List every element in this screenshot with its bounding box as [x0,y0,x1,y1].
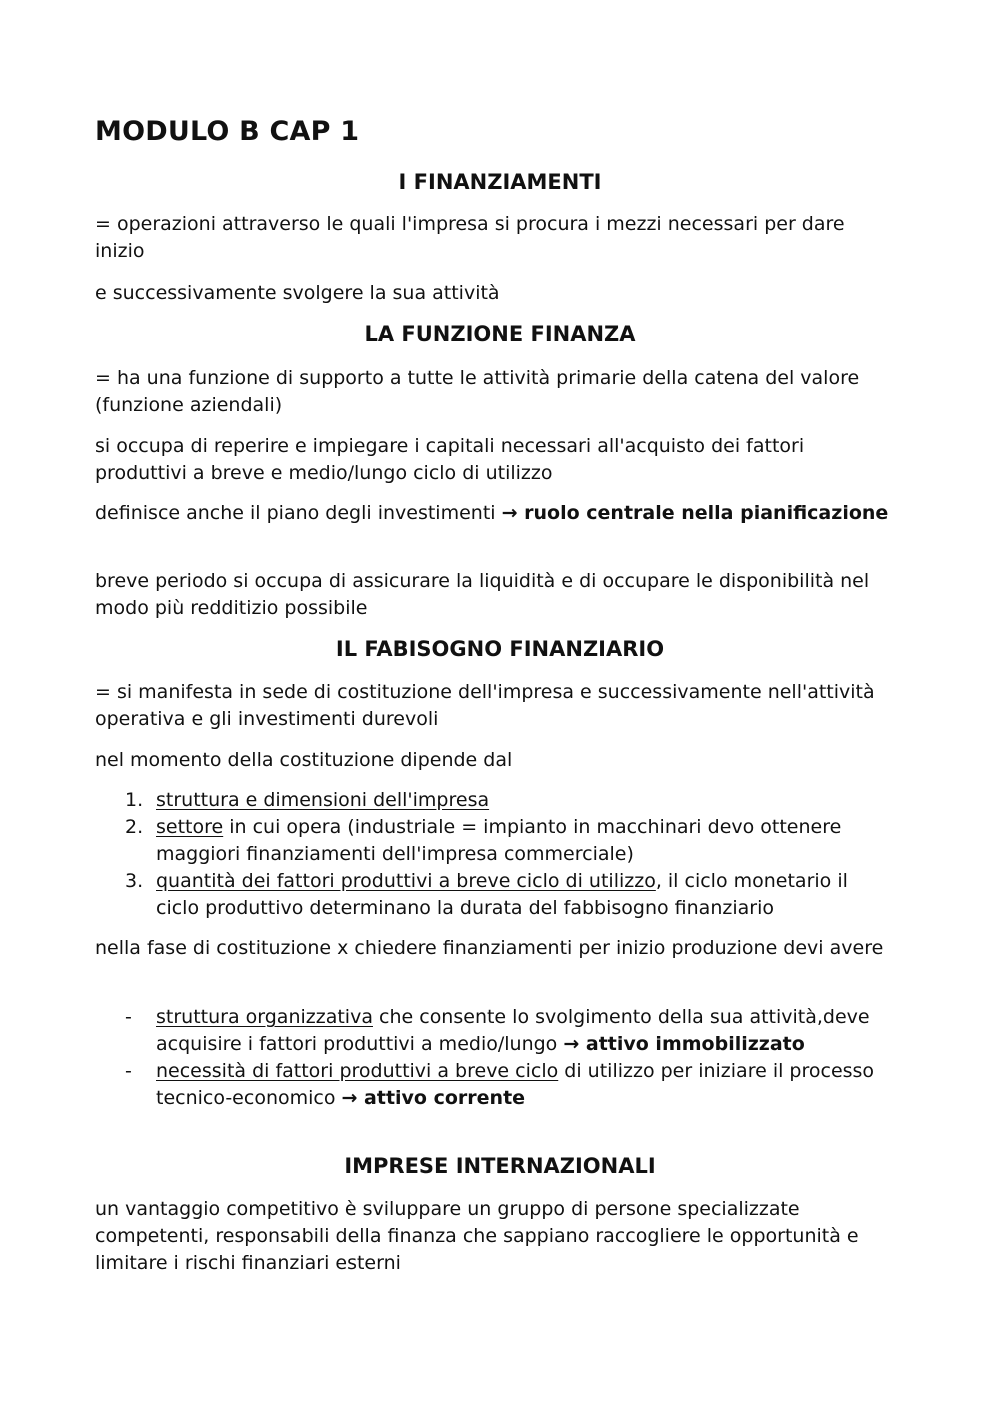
list-item-text: di utilizzo per iniziare il processo tecnico-economico [156,1060,875,1109]
paragraph-fabbisogno-fase-costituzione: nella fase di costituzione x chiedere finanziamenti per inizio produzione devi avere [95,937,884,959]
underlined-text: settore [156,816,224,838]
numbered-list [95,787,895,922]
list-item [95,814,895,868]
bullet-marker: - [125,1006,132,1028]
list-marker: 2. [125,816,144,838]
list-item-text: , il ciclo monetario il ciclo produttivo determinano la durata del fabbisogno finanziario [156,870,848,919]
bold-text: attivo immobilizzato [579,1033,805,1055]
bold-text: attivo corrente [357,1087,526,1109]
underlined-text: quantità dei fattori produttivi a breve ciclo di utilizzo [156,870,656,892]
investimenti-text: definisce anche il piano degli investimenti [95,502,502,524]
paragraph-finanziamenti-definition: = operazioni attraverso le quali l'impresa si procura i mezzi necessari per dare inizio [95,213,845,262]
list-item [95,1004,895,1058]
list-item-text: in cui opera (industriale = impianto in macchinari devo ottenere maggiori finanziamenti dell'impresa commerciale) [156,816,842,865]
underlined-text: necessità di fattori produttivi a breve ciclo [156,1060,559,1082]
paragraph-funzione-finanza-breve-periodo: breve periodo si occupa di assicurare la liquidità e di occupare le disponibilità nel modo più redditizio possibile [95,570,870,619]
heading-funzione-finanza: LA FUNZIONE FINANZA [364,322,636,346]
list-marker: 3. [125,870,144,892]
list-item [95,1058,895,1112]
paragraph-funzione-finanza-definition: = ha una funzione di supporto a tutte le attività primarie della catena del valore (funzione aziendali) [95,367,860,416]
arrow-icon: → [501,502,518,524]
heading-finanziamenti: I FINANZIAMENTI [398,170,602,194]
list-marker: 1. [125,789,144,811]
heading-imprese-internazionali: IMPRESE INTERNAZIONALI [344,1154,656,1178]
arrow-icon: → [563,1033,580,1055]
paragraph-funzione-finanza-investimenti [95,500,895,527]
paragraph-finanziamenti-continuation: e successivamente svolgere la sua attività [95,282,500,304]
paragraph-funzione-finanza-capitali: si occupa di reperire e impiegare i capitali necessari all'acquisto dei fattori produttivi a breve e medio/lungo ciclo di utilizzo [95,435,805,484]
paragraph-imprese-internazionali: un vantaggio competitivo è sviluppare un gruppo di persone specializzate competenti, responsabili della finanza che sappiano raccogliere le opportunità e limitare i rischi finanziari esterni [95,1198,859,1274]
list-item [95,787,895,814]
bullet-marker: - [125,1060,132,1082]
list-item [95,868,895,922]
investimenti-bold-text: ruolo centrale nella pianificazione [517,502,889,524]
document-title: MODULO B CAP 1 [95,116,360,147]
arrow-icon: → [341,1087,358,1109]
heading-fabbisogno-finanziario: IL FABISOGNO FINANZIARIO [335,637,665,661]
underlined-text: struttura organizzativa [156,1006,373,1028]
bullet-list [95,1004,895,1112]
list-item-text: che consente lo svolgimento della sua attività,deve acquisire i fattori produttivi a medio/lungo [156,1006,870,1055]
underlined-text: struttura e dimensioni dell'impresa [156,789,490,811]
paragraph-fabbisogno-definition: = si manifesta in sede di costituzione dell'impresa e successivamente nell'attività operativa e gli investimenti durevoli [95,681,875,730]
paragraph-fabbisogno-costituzione: nel momento della costituzione dipende dal [95,749,513,771]
